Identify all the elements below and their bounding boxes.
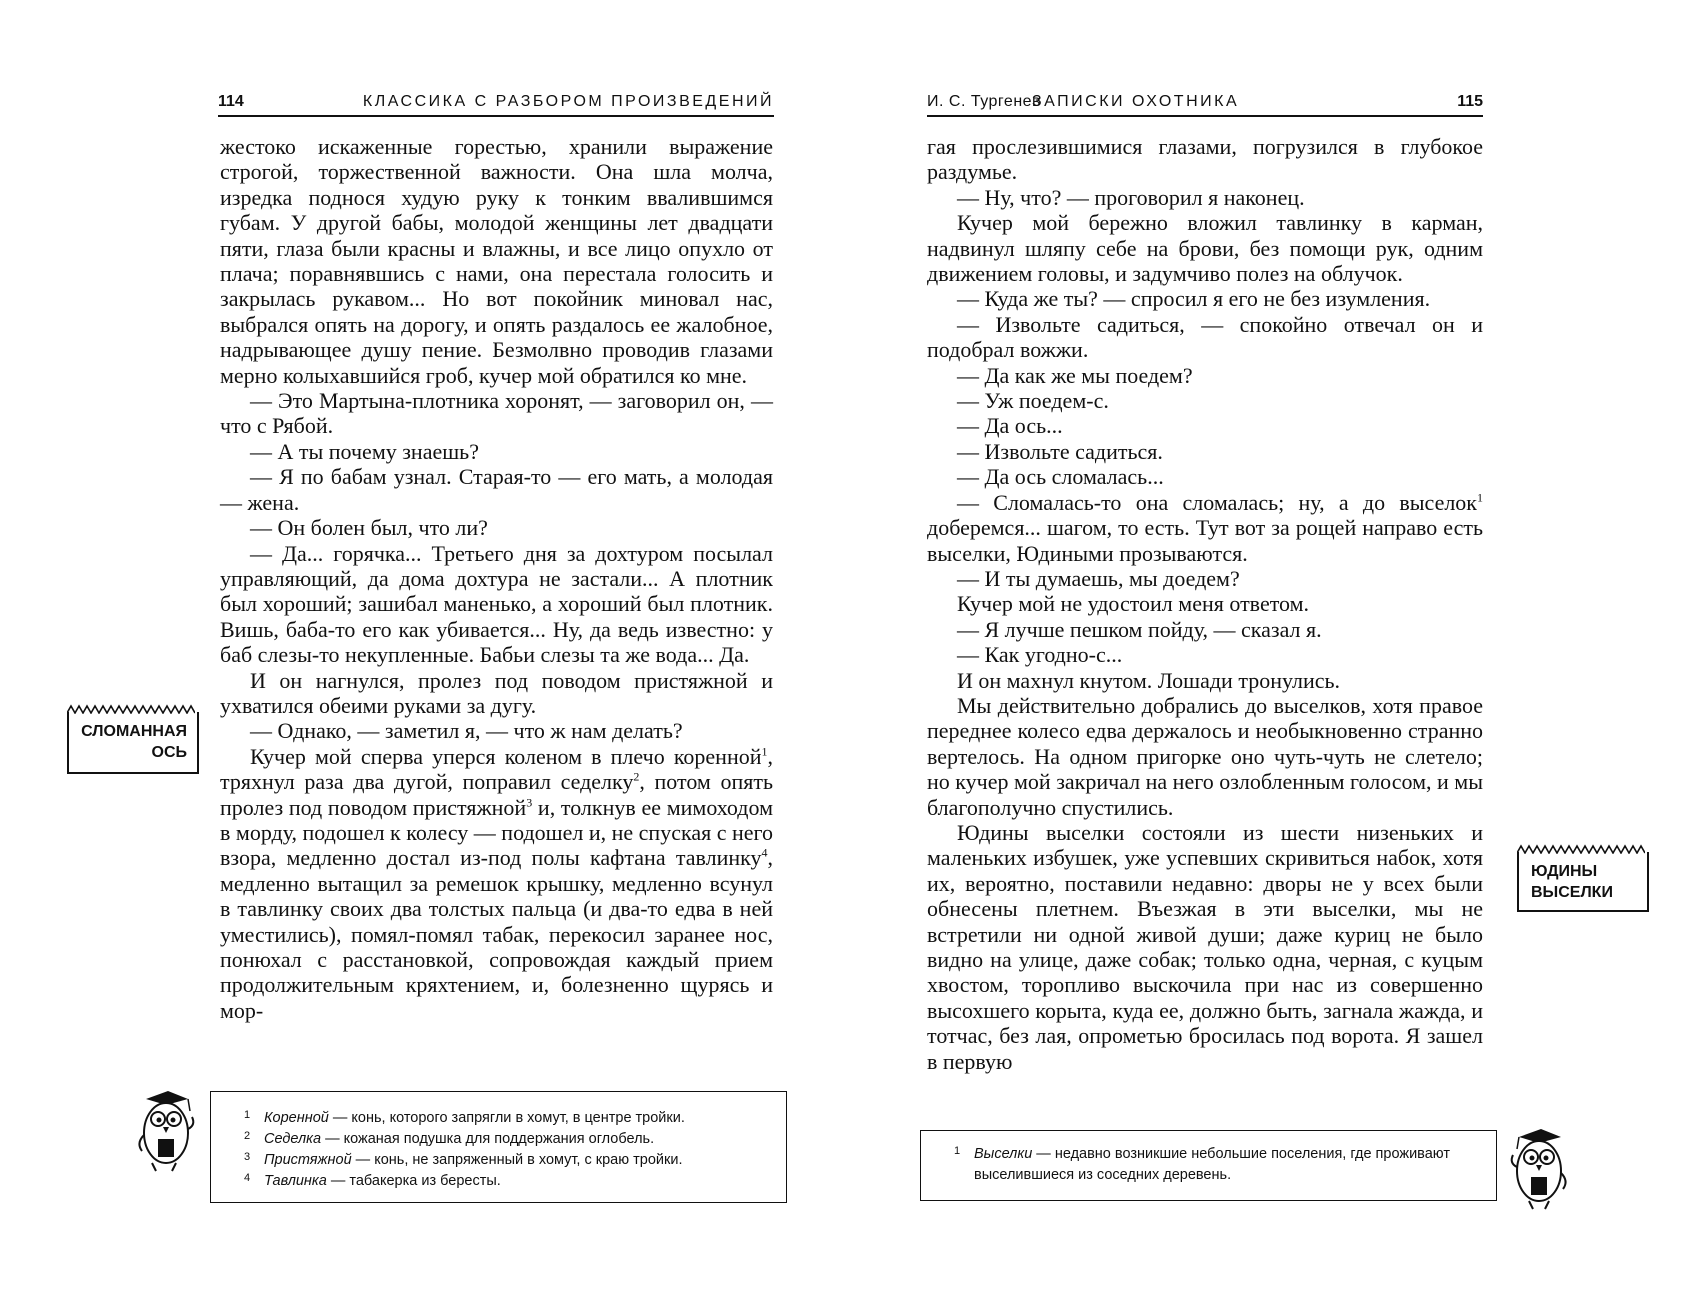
footnotes-box — [210, 1091, 787, 1203]
footnote-number: 1 — [954, 1145, 961, 1157]
body-text — [927, 134, 1483, 1074]
paragraph: И он махнул кнутом. Лошади тронулись. — [957, 667, 1341, 693]
footnote — [211, 1129, 776, 1150]
running-title: ЗАПИСКИ ОХОТНИКА — [1032, 93, 1240, 110]
paragraph: — Ну, что? — проговорил я наконец. — [957, 184, 1305, 210]
footnote-ref: 4 — [761, 846, 768, 861]
paragraph: — Куда же ты? — спросил я его не без изумления. — [957, 286, 1431, 312]
owl-professor-icon — [1505, 1123, 1575, 1213]
margin-note-line: ВЫСЕЛКИ — [1531, 884, 1613, 901]
paragraph: — И ты думаешь, мы доедем? — [957, 565, 1240, 591]
running-header — [218, 93, 774, 117]
footnote-number: 2 — [244, 1130, 251, 1142]
margin-note-line: ЮДИНЫ — [1531, 863, 1598, 880]
paragraph: — Да как же мы поедем? — [957, 362, 1193, 388]
owl-professor-icon — [130, 1085, 200, 1175]
footnote-ref: 1 — [761, 744, 768, 759]
paragraph — [220, 744, 773, 1023]
margin-note-line: ОСЬ — [151, 744, 187, 761]
footnote-text: — кожаная подушка для поддержания оглобель. — [321, 1131, 655, 1147]
footnote-term: Выселки — [974, 1146, 1033, 1162]
paragraph: Кучер мой бережно вложил тавлинку в карман, надвинул шляпу себе на брови, без помощи рук, одним движением головы, и задумчиво полез на облучок. — [927, 210, 1483, 287]
margin-note — [67, 712, 199, 774]
text-run: , медленно вытащил за ремешок крышку, медленно всунул в тавлинку своих два толстых пальца (и два-то едва в ней уместились), помял-помял табак, перекосил заранее нос, понюхал с расстановкой, сопровождая каждый прием продолжительным кряхтением, и, болезненно щурясь и мор- — [220, 845, 773, 1023]
paragraph: — Это Мартына-плотника хоронят, — заговорил он, — что с Рябой. — [220, 388, 773, 439]
text-run: доберемся... шагом, то есть. Тут вот за рощей направо есть выселки, Юдиными прозываются. — [927, 515, 1483, 566]
body-text — [220, 134, 773, 1023]
paragraph: Кучер мой не удостоил меня ответом. — [957, 591, 1310, 617]
zigzag-edge — [67, 704, 195, 714]
text-run: — Сломалась-то она сломалась; ну, а до выселок — [957, 489, 1477, 515]
footnote-text: — табакерка из бересты. — [326, 1173, 501, 1189]
footnote-number: 1 — [244, 1109, 251, 1121]
paragraph: — Уж поедем-с. — [957, 388, 1109, 414]
footnote-text: — конь, не запряженный в хомут, с краю тройки. — [351, 1152, 683, 1168]
paragraph: И он нагнулся, пролез под поводом пристяжной и ухватился обеими руками за дугу. — [220, 667, 773, 718]
paragraph: — Да ось... — [957, 413, 1063, 439]
footnote-term: Тавлинка — [264, 1173, 327, 1189]
paragraph: — Он болен был, что ли? — [250, 515, 488, 541]
footnote — [921, 1144, 1486, 1186]
footnote-text: — конь, которого запрягли в хомут, в центре тройки. — [328, 1110, 685, 1126]
text-run: , тряхнул раза два дугой, поправил седелку — [220, 743, 773, 795]
paragraph: — Да... горячка... Третьего дня за дохтуром посылал управляющий, да дома дохтура не застали... А плотник был хороший; зашибал маненько, а хороший был плотник. Вишь, баба-то его как убивается... Ну, да ведь известно: у баб слезы-то некупленные. Бабьи слезы та же вода... Да. — [220, 540, 773, 668]
text-run: и, толкнув ее мимоходом в морду, подошел к колесу — подошел и, не спуская с него взора, медленно достал из-под полы кафтана тавлинку — [220, 794, 773, 871]
paragraph: — Как угодно-с... — [957, 642, 1123, 668]
running-title: КЛАССИКА С РАЗБОРОМ ПРОИЗВЕДЕНИЙ — [362, 93, 774, 110]
paragraph: — Извольте садиться, — спокойно отвечал он и подобрал вожжи. — [927, 311, 1483, 363]
paragraph: — Да ось сломалась... — [957, 464, 1164, 490]
margin-note-line: СЛОМАННАЯ — [81, 723, 187, 740]
paragraph: — А ты почему знаешь? — [250, 438, 479, 464]
paragraph: — Я по бабам узнал. Старая-то — его мать, а молодая — жена. — [220, 464, 773, 515]
paragraph: — Я лучше пешком пойду, — сказал я. — [957, 616, 1322, 642]
paragraph: — Извольте садиться. — [957, 438, 1163, 464]
margin-note — [1517, 852, 1649, 912]
footnote-ref: 3 — [526, 795, 533, 810]
page-number: 114 — [218, 93, 244, 110]
page-number: 115 — [1457, 93, 1483, 110]
footnote-term: Седелка — [264, 1131, 322, 1147]
footnote — [211, 1108, 776, 1129]
footnote-number: 3 — [244, 1151, 251, 1163]
footnotes-box — [920, 1130, 1497, 1201]
paragraph: Мы действительно добрались до выселков, хотя правое переднее колесо едва держалось и необыкновенно странно вертелось. На одном пригорке оно чуть-чуть не слетело; но кучер мой закричал на него озлобленным голосом, и мы благополучно спустились. — [927, 692, 1483, 820]
footnote — [211, 1171, 776, 1192]
right-page — [845, 0, 1690, 1312]
running-header — [927, 93, 1483, 117]
footnote-number: 4 — [244, 1172, 251, 1184]
paragraph: Юдины выселки состояли из шести низеньких и маленьких избушек, уже успевших скривиться набок, хотя их, вероятно, поставили недавно: дворы не у всех были обнесены плетнем. Въезжая в эти выселки, мы не встретили ни одной живой души; даже куриц не было видно на улице, даже собак; только одна, черная, с куцым хвостом, торопливо выскочила при нас из совершенно высохшего корыта, куда ее, должно быть, загнала жажда, и тотчас, без лая, опрометью бросилась под ворота. Я зашел в первую — [927, 819, 1483, 1074]
zigzag-edge — [1517, 844, 1645, 854]
paragraph: жестоко искаженные горестью, хранили выражение строгой, торжественной важности. Она шла молча, изредка поднося худую руку к тонким ввалившимся губам. У другой бабы, молодой женщины лет двадцати пяти, глаза были красны и влажны, и все лицо опухло от плача; поравнявшись с нами, она перестала голосить и закрылась рукавом... Но вот покойник миновал нас, выбрался опять на дорогу, и опять раздалось ее жалобное, надрывающее душу пение. Безмолвно проводив глазами мерно колыхавшийся гроб, кучер мой обратился ко мне. — [220, 134, 773, 388]
footnote-ref: 1 — [1477, 490, 1483, 505]
text-run: , потом опять пролез под поводом пристяжной — [220, 769, 774, 820]
author-name: И. С. Тургенев — [927, 93, 1042, 110]
footnote-ref: 2 — [633, 769, 640, 784]
paragraph: гая прослезившимися глазами, погрузился в глубокое раздумье. — [927, 134, 1483, 185]
footnote-term: Пристяжной — [264, 1152, 352, 1168]
text-run: Кучер мой сперва уперся коленом в плечо коренной — [250, 743, 762, 769]
footnote-text: — недавно возникшие небольшие поселения, где проживают выселившиеся из соседних деревень. — [974, 1146, 1450, 1183]
paragraph — [927, 490, 1483, 566]
footnote — [211, 1150, 776, 1171]
paragraph: — Однако, — заметил я, — что ж нам делать? — [250, 718, 683, 744]
footnote-term: Коренной — [264, 1110, 329, 1126]
